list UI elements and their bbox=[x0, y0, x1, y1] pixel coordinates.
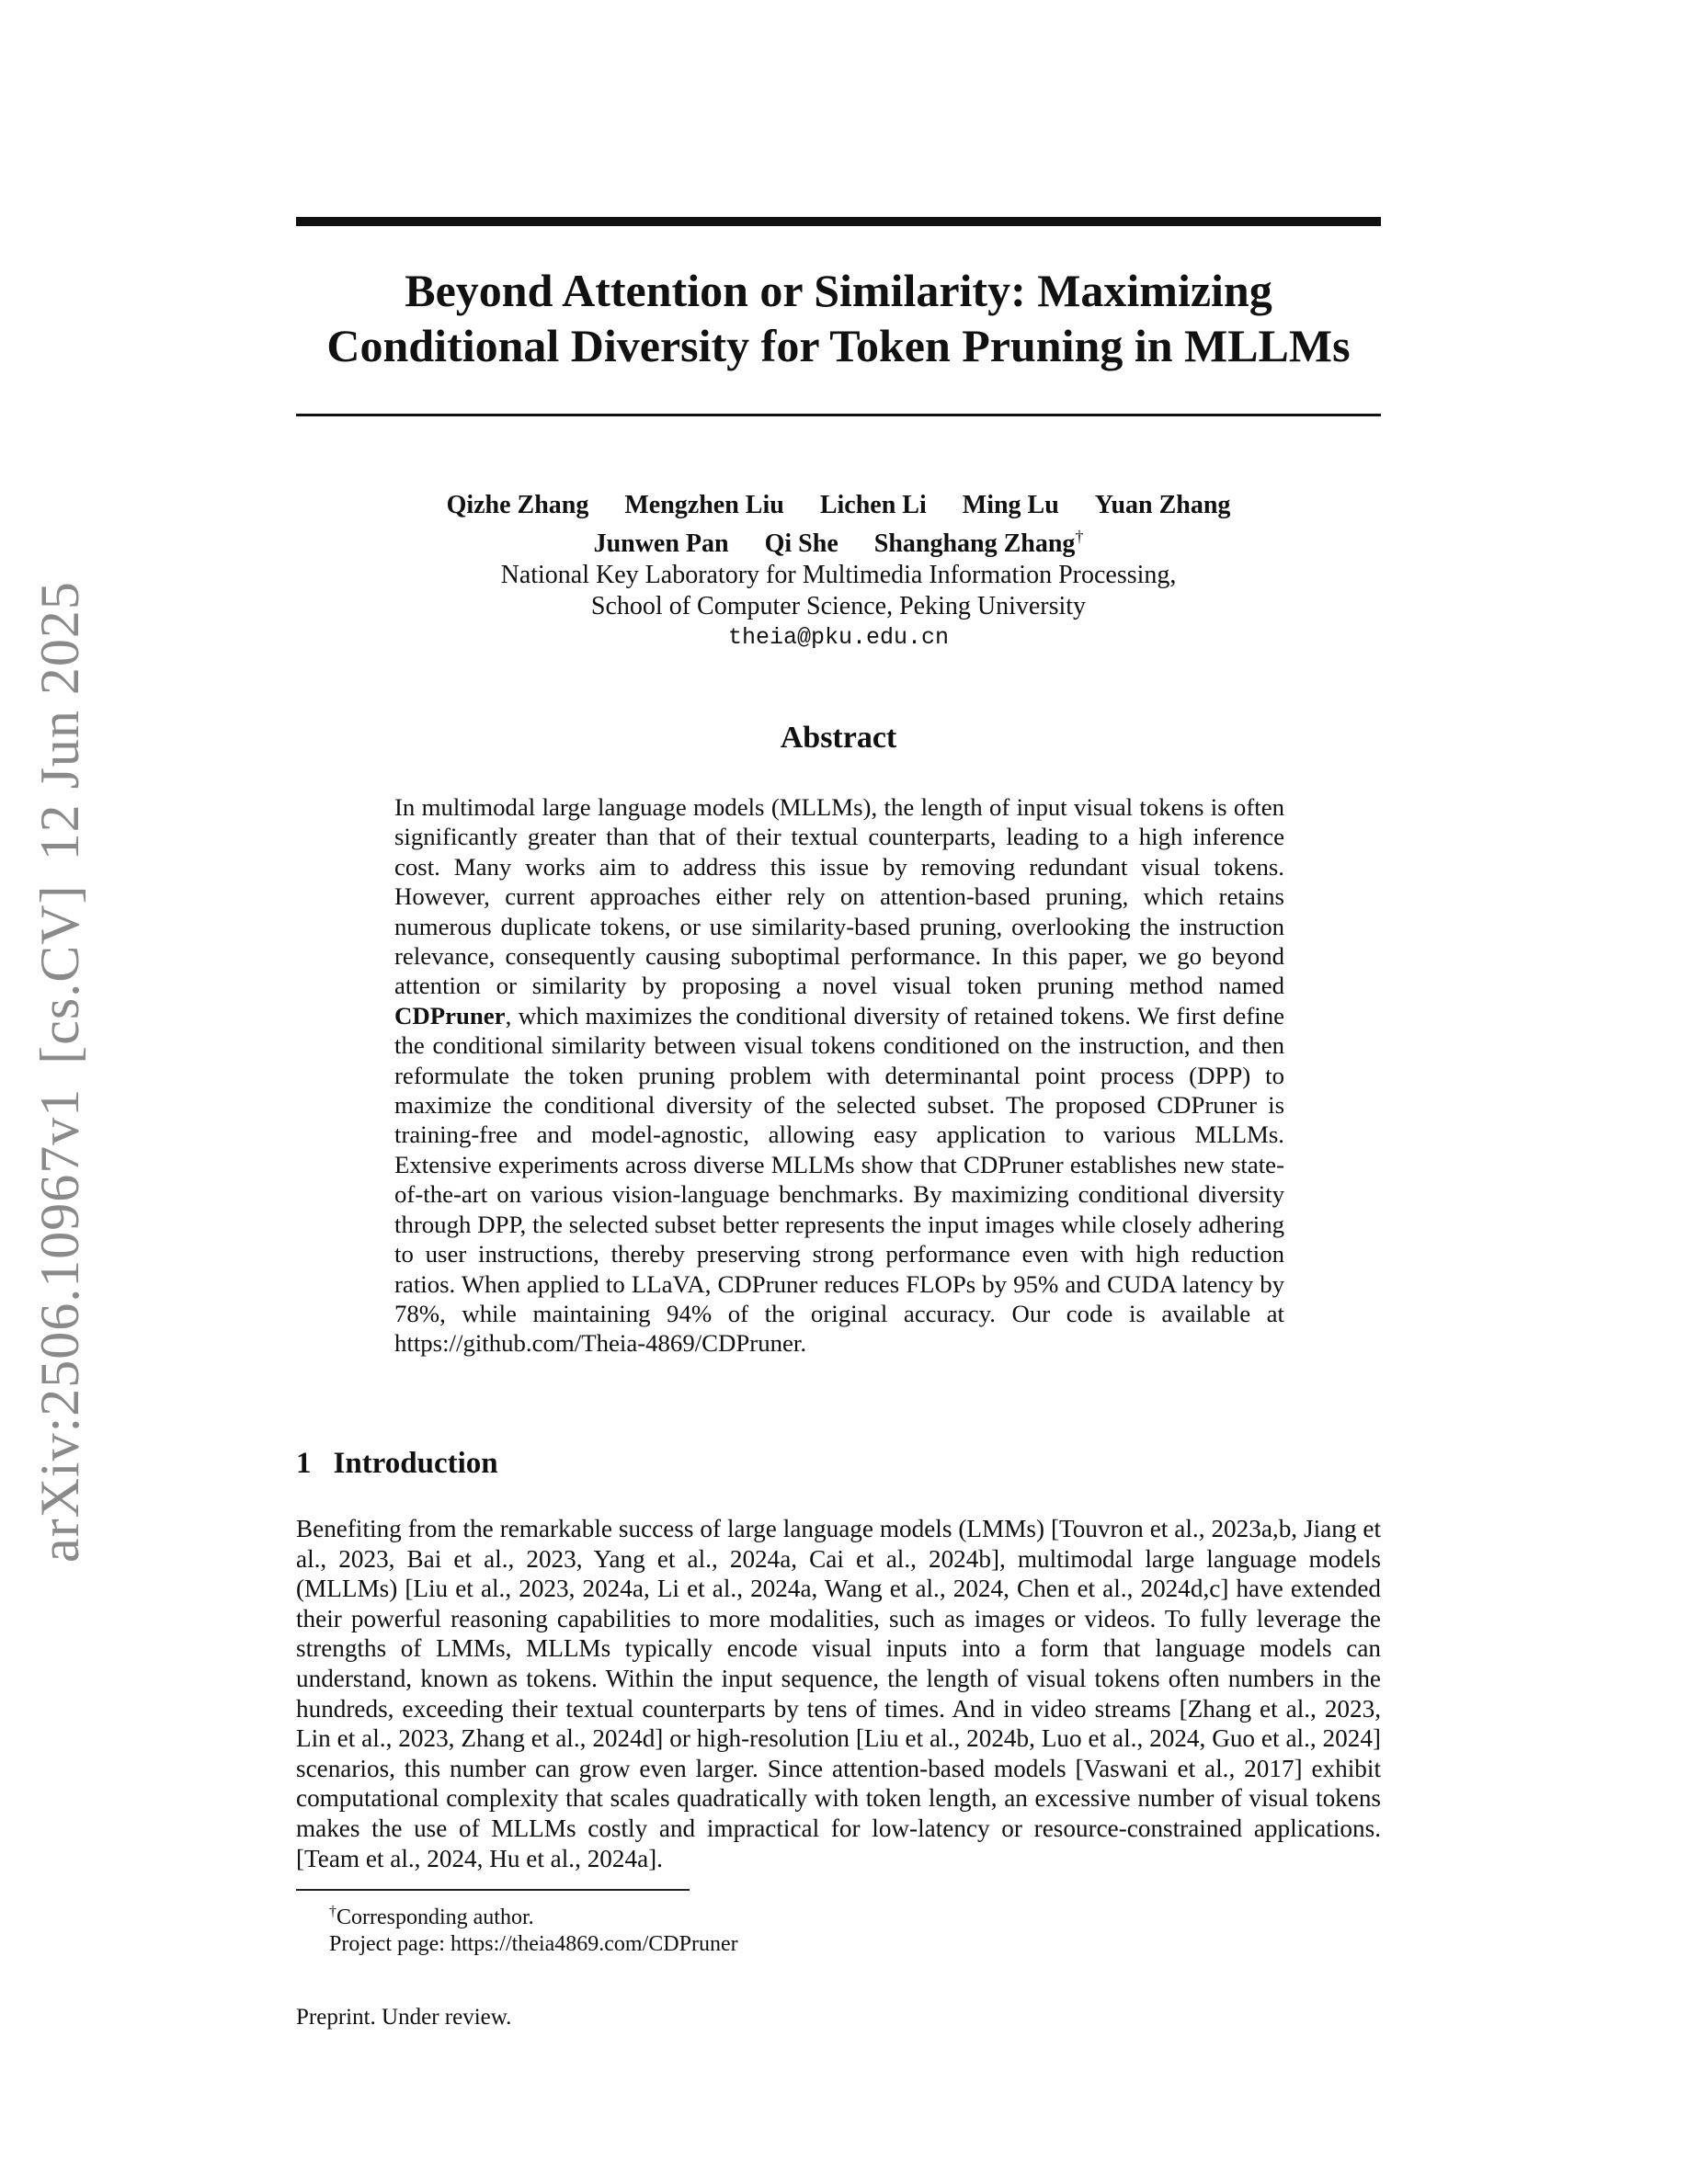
arxiv-side-stamp bbox=[18, 552, 101, 1563]
section-title: Introduction bbox=[333, 1447, 498, 1480]
arxiv-category: [cs.CV] bbox=[29, 884, 90, 1064]
affiliation-line-1: National Key Laboratory for Multimedia Information Processing, bbox=[500, 561, 1177, 590]
abstract-text-1: In multimodal large language models (MLLMs), the length of input visual tokens is often significantly greater than that of their textual counterparts, leading to a high inference cost. Many works aim to address this issue by removing redundant visual tokens. However, current approaches either rely on attention-based pruning, which retains numerous duplicate tokens, or use similarity-based pruning, overlooking the instruction relevance, consequently causing suboptimal performance. In this paper, we go beyond attention or similarity by proposing a novel visual token pruning method named bbox=[394, 793, 1284, 1000]
arxiv-id: arXiv:2506.10967v1 bbox=[29, 1087, 90, 1563]
paper-title bbox=[296, 263, 1381, 373]
author-name: Yuan Zhang bbox=[1094, 491, 1231, 519]
introduction-paragraph: Benefiting from the remarkable success of large language models (LMMs) [Touvron et al., 2023a,b, Jiang et al., 2023, Bai et al., 2023, Yang et al., 2024a, Cai et al., 2024b], multimodal large language models (MLLMs) [Liu et al., 2023, 2024a, Li et al., 2024a, Wang et al., 2024, Chen et al., 2024d,c] have extended their powerful reasoning capabilities to more modalities, such as images or videos. To fully leverage the strengths of LMMs, MLLMs typically encode visual inputs into a form that language models can understand, known as tokens. Within the input sequence, the length of visual tokens often numbers in the hundreds, exceeding their textual counterparts by tens of times. And in video streams [Zhang et al., 2023, Lin et al., 2023, Zhang et al., 2024d] or high-resolution [Liu et al., 2024b, Luo et al., 2024, Guo et al., 2024] scenarios, this number can grow even larger. Since attention-based models [Vaswani et al., 2017] exhibit computational complexity that scales quadratically with token length, an excessive number of visual tokens makes the use of MLLMs costly and impractical for low-latency or resource-constrained applications. [Team et al., 2024, Hu et al., 2024a]. bbox=[296, 1515, 1381, 1872]
author-row-2 bbox=[296, 521, 1381, 560]
abstract-heading: Abstract bbox=[780, 721, 897, 755]
title-line-1: Beyond Attention or Similarity: Maximizing bbox=[405, 265, 1272, 316]
dagger-mark: † bbox=[329, 1904, 336, 1919]
affiliation-line-2: School of Computer Science, Peking University bbox=[590, 592, 1087, 621]
footnote-corresponding-text: Corresponding author. bbox=[336, 1905, 534, 1929]
footnote-project-page: Project page: https://theia4869.com/CDPruner bbox=[329, 1932, 738, 1956]
author-name: Lichen Li bbox=[819, 491, 927, 519]
author-name: Qizhe Zhang bbox=[446, 491, 589, 519]
author-block bbox=[296, 490, 1381, 654]
author-name-corresponding bbox=[874, 529, 1084, 558]
title-line-2: Conditional Diversity for Token Pruning in MLLMs bbox=[326, 320, 1351, 371]
footnote-rule bbox=[296, 1889, 690, 1891]
author-name: Mengzhen Liu bbox=[624, 491, 784, 519]
abstract-body bbox=[394, 792, 1284, 1359]
author-name: Qi She bbox=[764, 529, 838, 559]
section-heading-introduction bbox=[296, 1447, 498, 1481]
author-name: Shanghang Zhang bbox=[873, 529, 1076, 559]
method-name: CDPruner bbox=[394, 1001, 506, 1029]
author-row-1 bbox=[296, 490, 1381, 521]
arxiv-date: 12 Jun 2025 bbox=[29, 581, 90, 861]
title-top-rule bbox=[296, 217, 1381, 226]
author-email: theia@pku.edu.cn bbox=[727, 624, 950, 652]
title-bottom-rule bbox=[296, 414, 1381, 416]
preprint-note: Preprint. Under review. bbox=[296, 2005, 512, 2030]
dagger-mark: † bbox=[1075, 528, 1084, 546]
section-number: 1 bbox=[296, 1447, 312, 1480]
footnote-corresponding bbox=[329, 1898, 1340, 1931]
author-name: Junwen Pan bbox=[593, 529, 729, 559]
abstract-text-2: , which maximizes the conditional diversity of retained tokens. We first define the conditional similarity between visual tokens conditioned on the instruction, and then reformulate the token pruning problem with determinantal point process (DPP) to maximize the conditional diversity of the selected subset. The proposed CDPruner is training-free and model-agnostic, allowing easy application to various MLLMs. Extensive experiments across diverse MLLMs show that CDPruner establishes new state-of-the-art on various vision-language benchmarks. By maximizing conditional diversity through DPP, the selected subset better represents the input images while closely adhering to user instructions, thereby preserving strong performance even with high reduction ratios. When applied to LLaVA, CDPruner reduces FLOPs by 95% and CUDA latency by 78%, while maintaining 94% of the original accuracy. Our code is available at https://github.com/Theia-4869/CDPruner. bbox=[394, 1001, 1284, 1358]
footnotes bbox=[329, 1898, 1340, 1958]
author-name: Ming Lu bbox=[962, 491, 1059, 519]
